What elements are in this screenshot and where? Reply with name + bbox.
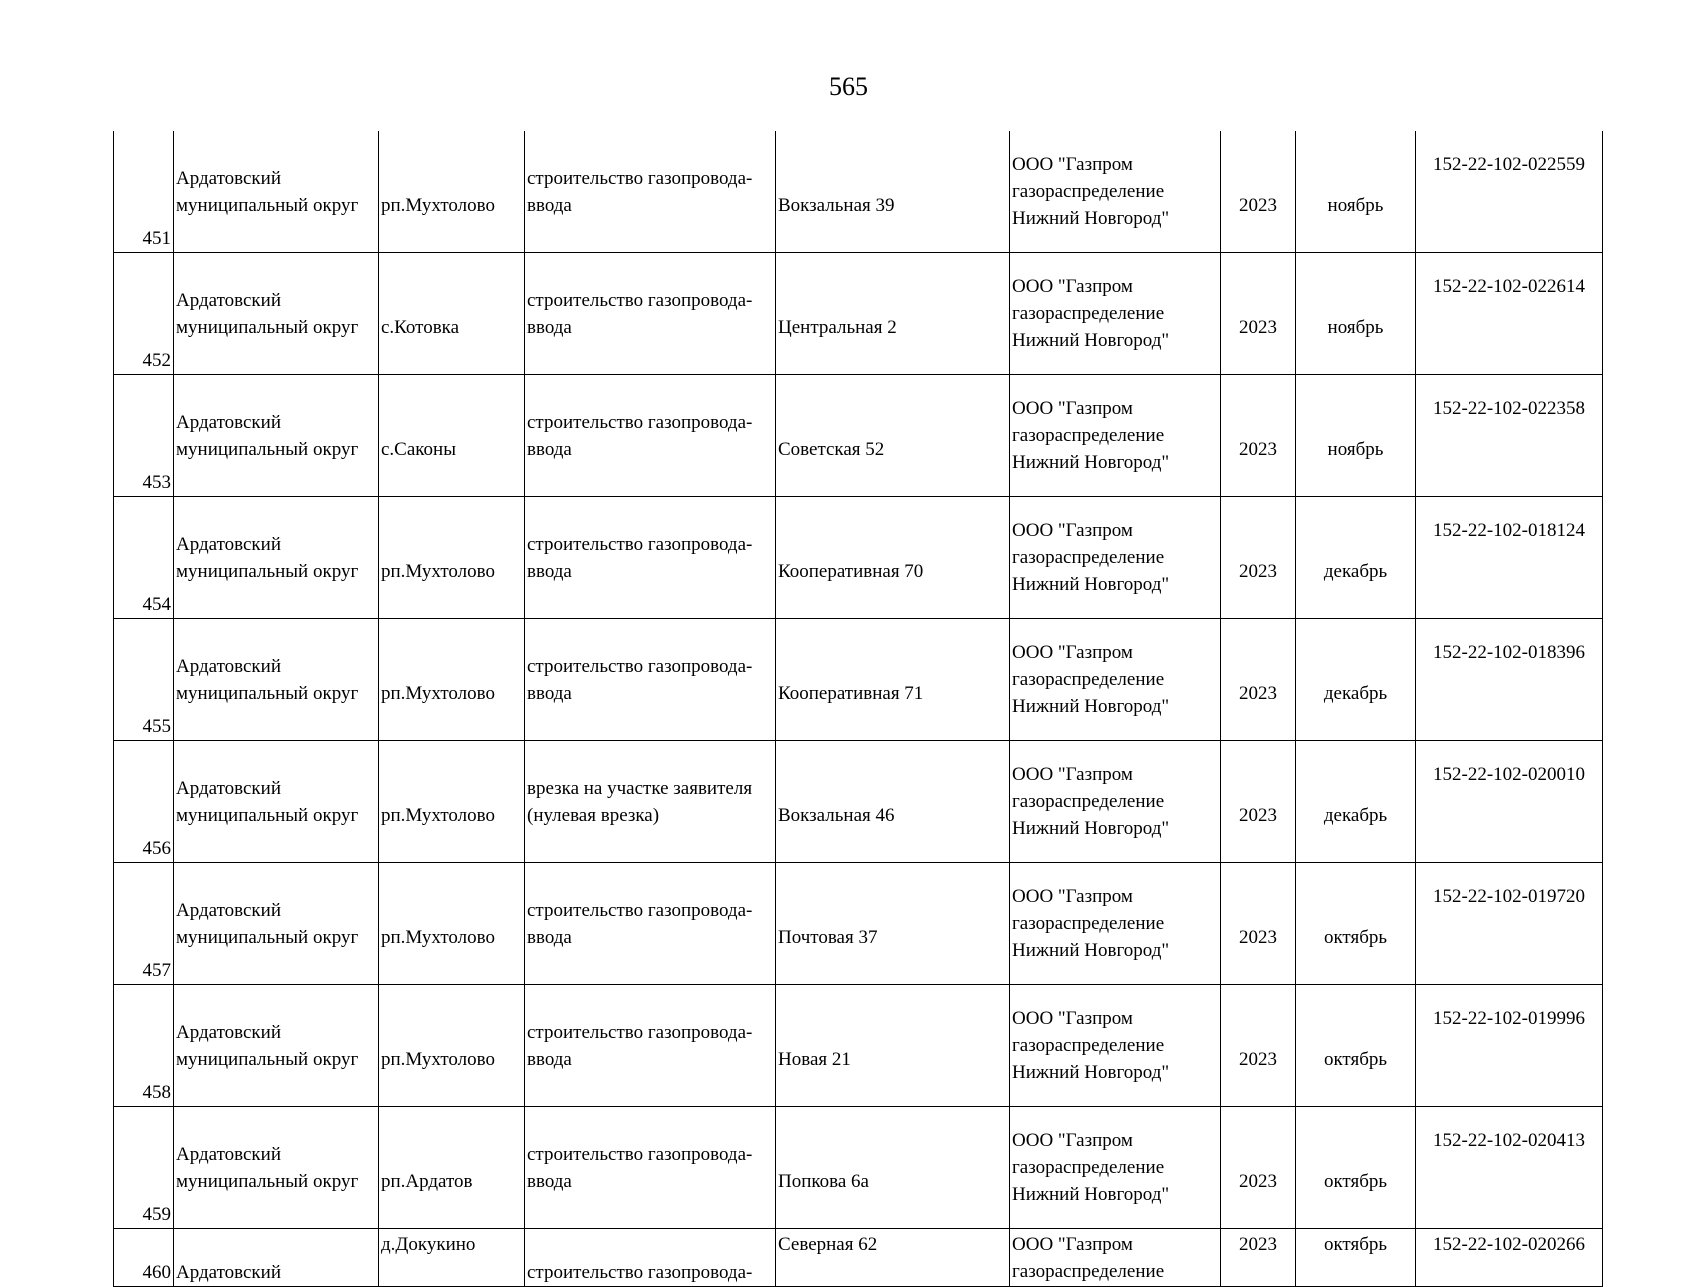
district-line: муниципальный округ	[176, 194, 359, 216]
organization-line: ООО "Газпром	[1012, 764, 1133, 785]
address-cell	[776, 497, 1010, 619]
table-row	[114, 863, 1603, 985]
month-cell	[1296, 985, 1416, 1107]
address-cell: Северная 62	[776, 1229, 1010, 1287]
table-row	[114, 375, 1603, 497]
month-text: ноябрь	[1327, 316, 1384, 338]
district-cell	[174, 863, 379, 985]
work-type-line: строительство газопровода-	[527, 655, 753, 677]
row-number: 460	[114, 1229, 174, 1287]
district-line: муниципальный округ	[176, 1048, 359, 1070]
month-text: октябрь	[1323, 1170, 1388, 1192]
work-type-cell	[525, 1107, 776, 1229]
month-text: декабрь	[1323, 682, 1388, 704]
district-line: муниципальный округ	[176, 926, 359, 948]
district-cell	[174, 253, 379, 375]
row-number: 455	[114, 619, 174, 741]
locality-text: рп.Мухтолово	[381, 194, 495, 216]
table-row	[114, 619, 1603, 741]
table-row	[114, 1107, 1603, 1229]
application-code-cell: 152-22-102-022358	[1416, 375, 1603, 497]
district-line: Ардатовский	[176, 289, 281, 311]
year-cell	[1221, 741, 1296, 863]
locality-cell	[379, 497, 525, 619]
year-cell	[1221, 1107, 1296, 1229]
organization-line: Нижний Новгород"	[1012, 1184, 1170, 1205]
year-text: 2023	[1239, 926, 1277, 948]
district-line: муниципальный округ	[176, 316, 359, 338]
district-cell	[174, 497, 379, 619]
table-row-partial	[114, 1229, 1603, 1287]
application-code-cell: 152-22-102-018124	[1416, 497, 1603, 619]
locality-cell	[379, 985, 525, 1107]
organization-line: Нижний Новгород"	[1012, 818, 1170, 839]
month-text: декабрь	[1323, 804, 1388, 826]
district-line: муниципальный округ	[176, 804, 359, 826]
locality-text: рп.Мухтолово	[381, 560, 495, 582]
address-text: Вокзальная 39	[778, 194, 895, 216]
organization-cell	[1010, 1229, 1221, 1287]
row-number: 451	[114, 131, 174, 253]
year-cell: 2023	[1221, 1229, 1296, 1287]
work-type-line: строительство газопровода-	[527, 533, 753, 555]
district-cell	[174, 619, 379, 741]
locality-text: рп.Ардатов	[381, 1170, 473, 1192]
year-text: 2023	[1239, 1048, 1277, 1070]
year-cell	[1221, 131, 1296, 253]
year-text: 2023	[1239, 438, 1277, 460]
month-cell	[1296, 375, 1416, 497]
page-number: 565	[829, 72, 868, 101]
address-text: Почтовая 37	[778, 926, 878, 948]
district-line: Ардатовский	[176, 1021, 281, 1043]
organization-line: газораспределение	[1012, 791, 1165, 812]
application-code-cell: 152-22-102-019996	[1416, 985, 1603, 1107]
locality-text: с.Саконы	[381, 438, 456, 460]
organization-line: ООО "Газпром	[1012, 642, 1133, 663]
organization-line: Нижний Новгород"	[1012, 1062, 1170, 1083]
district-line: Ардатовский	[176, 167, 281, 189]
district-line: Ардатовский	[176, 1143, 281, 1165]
year-cell	[1221, 375, 1296, 497]
work-type-cell	[525, 497, 776, 619]
month-cell	[1296, 619, 1416, 741]
organization-line: ООО "Газпром	[1012, 1130, 1133, 1151]
work-type-cell	[525, 741, 776, 863]
work-type-cell	[525, 619, 776, 741]
application-code-cell: 152-22-102-018396	[1416, 619, 1603, 741]
organization-line: Нижний Новгород"	[1012, 574, 1170, 595]
year-cell	[1221, 619, 1296, 741]
district-line: муниципальный округ	[176, 438, 359, 460]
work-type-line: строительство газопровода-	[527, 1143, 753, 1165]
work-type-cell	[525, 253, 776, 375]
year-text: 2023	[1239, 194, 1277, 216]
work-type-line: ввода	[527, 1170, 572, 1192]
organization-cell	[1010, 253, 1221, 375]
locality-cell	[379, 741, 525, 863]
work-type-cell	[525, 131, 776, 253]
month-text: октябрь	[1323, 1048, 1388, 1070]
address-cell	[776, 131, 1010, 253]
application-code-cell: 152-22-102-020266	[1416, 1229, 1603, 1287]
application-code-cell: 152-22-102-019720	[1416, 863, 1603, 985]
district-line: Ардатовский	[176, 899, 281, 921]
work-type-line: строительство газопровода-	[527, 899, 753, 921]
work-type-line: ввода	[527, 560, 572, 582]
organization-line: ООО "Газпром	[1012, 1008, 1133, 1029]
table-row	[114, 253, 1603, 375]
address-text: Попкова 6а	[778, 1170, 869, 1192]
district-line: муниципальный округ	[176, 1170, 359, 1192]
row-number: 453	[114, 375, 174, 497]
locality-text: с.Котовка	[381, 316, 460, 338]
month-cell	[1296, 497, 1416, 619]
organization-cell	[1010, 985, 1221, 1107]
address-cell	[776, 253, 1010, 375]
organization-line: Нижний Новгород"	[1012, 696, 1170, 717]
address-cell	[776, 375, 1010, 497]
organization-line: газораспределение	[1012, 669, 1165, 690]
locality-text: рп.Мухтолово	[381, 804, 495, 826]
organization-line: газораспределение	[1012, 303, 1165, 324]
address-cell	[776, 619, 1010, 741]
row-number: 459	[114, 1107, 174, 1229]
address-cell	[776, 985, 1010, 1107]
locality-cell: д.Докукино	[379, 1229, 525, 1287]
year-text: 2023	[1239, 1170, 1277, 1192]
organization-line: ООО "Газпром	[1012, 276, 1133, 297]
district-line: Ардатовский	[176, 533, 281, 555]
row-number: 456	[114, 741, 174, 863]
year-text: 2023	[1239, 560, 1277, 582]
organization-line: ООО "Газпром	[1012, 154, 1133, 175]
work-type-line: строительство газопровода-	[527, 1262, 753, 1283]
work-type-line: врезка на участке заявителя	[527, 777, 753, 799]
address-text: Кооперативная 70	[778, 560, 924, 582]
address-cell	[776, 1107, 1010, 1229]
application-code-cell: 152-22-102-022559	[1416, 131, 1603, 253]
month-cell	[1296, 741, 1416, 863]
organization-cell	[1010, 741, 1221, 863]
work-type-line: ввода	[527, 194, 572, 216]
organization-cell	[1010, 1107, 1221, 1229]
locality-cell	[379, 131, 525, 253]
district-line: муниципальный округ	[176, 682, 359, 704]
month-text: ноябрь	[1327, 194, 1384, 216]
year-text: 2023	[1239, 682, 1277, 704]
year-cell	[1221, 253, 1296, 375]
table-row	[114, 985, 1603, 1107]
district-cell	[174, 1229, 379, 1287]
district-line: Ардатовский	[176, 655, 281, 677]
application-code-cell: 152-22-102-020413	[1416, 1107, 1603, 1229]
work-type-line: строительство газопровода-	[527, 167, 753, 189]
organization-line: Нижний Новгород"	[1012, 208, 1170, 229]
organization-line: газораспределение	[1012, 913, 1165, 934]
district-line: Ардатовский	[176, 411, 281, 433]
work-type-cell	[525, 985, 776, 1107]
locality-text: рп.Мухтолово	[381, 682, 495, 704]
locality-cell	[379, 619, 525, 741]
month-text: декабрь	[1323, 560, 1388, 582]
year-cell	[1221, 497, 1296, 619]
work-type-line: строительство газопровода-	[527, 1021, 753, 1043]
work-type-line: ввода	[527, 438, 572, 460]
organization-line: ООО "Газпром	[1012, 520, 1133, 541]
organization-line: Нижний Новгород"	[1012, 940, 1170, 961]
organization-cell	[1010, 131, 1221, 253]
locality-cell	[379, 1107, 525, 1229]
district-cell	[174, 1107, 379, 1229]
work-type-line: (нулевая врезка)	[527, 804, 660, 826]
work-type-line: ввода	[527, 316, 572, 338]
organization-line: ООО "Газпром	[1012, 886, 1133, 907]
table-row	[114, 741, 1603, 863]
table-row	[114, 131, 1603, 253]
organization-line: Нижний Новгород"	[1012, 452, 1170, 473]
month-cell	[1296, 1107, 1416, 1229]
work-type-line: строительство газопровода-	[527, 289, 753, 311]
organization-line: газораспределение	[1012, 1261, 1165, 1282]
district-cell	[174, 131, 379, 253]
district-cell	[174, 741, 379, 863]
organization-cell	[1010, 375, 1221, 497]
row-number: 454	[114, 497, 174, 619]
year-cell	[1221, 863, 1296, 985]
organization-cell	[1010, 619, 1221, 741]
organization-line: ООО "Газпром	[1012, 1234, 1133, 1255]
locality-cell	[379, 253, 525, 375]
address-text: Центральная 2	[778, 316, 897, 338]
table-row	[114, 497, 1603, 619]
month-cell	[1296, 131, 1416, 253]
month-text: ноябрь	[1327, 438, 1384, 460]
district-line: муниципальный округ	[176, 560, 359, 582]
year-text: 2023	[1239, 804, 1277, 826]
organization-line: ООО "Газпром	[1012, 398, 1133, 419]
month-cell	[1296, 253, 1416, 375]
district-cell	[174, 985, 379, 1107]
year-text: 2023	[1239, 316, 1277, 338]
locality-text: рп.Мухтолово	[381, 1048, 495, 1070]
work-type-line: ввода	[527, 1048, 572, 1070]
address-text: Советская 52	[778, 438, 885, 460]
district-line: Ардатовский	[176, 777, 281, 799]
work-type-cell	[525, 375, 776, 497]
row-number: 457	[114, 863, 174, 985]
organization-line: газораспределение	[1012, 547, 1165, 568]
district-line: Ардатовский	[176, 1262, 281, 1283]
organization-line: газораспределение	[1012, 1157, 1165, 1178]
locality-cell	[379, 863, 525, 985]
organization-line: Нижний Новгород"	[1012, 330, 1170, 351]
application-code-cell: 152-22-102-020010	[1416, 741, 1603, 863]
organization-line: газораспределение	[1012, 1035, 1165, 1056]
year-cell	[1221, 985, 1296, 1107]
work-type-cell	[525, 1229, 776, 1287]
organization-line: газораспределение	[1012, 425, 1165, 446]
work-type-line: ввода	[527, 926, 572, 948]
gas-connection-table	[113, 131, 1603, 1287]
organization-cell	[1010, 863, 1221, 985]
locality-cell	[379, 375, 525, 497]
organization-cell	[1010, 497, 1221, 619]
address-text: Новая 21	[778, 1048, 851, 1070]
month-cell	[1296, 863, 1416, 985]
locality-text: рп.Мухтолово	[381, 926, 495, 948]
district-cell	[174, 375, 379, 497]
address-cell	[776, 741, 1010, 863]
month-text: октябрь	[1323, 926, 1388, 948]
application-code-cell: 152-22-102-022614	[1416, 253, 1603, 375]
address-cell	[776, 863, 1010, 985]
month-cell: октябрь	[1296, 1229, 1416, 1287]
work-type-line: строительство газопровода-	[527, 411, 753, 433]
address-text: Кооперативная 71	[778, 682, 924, 704]
organization-line: газораспределение	[1012, 181, 1165, 202]
work-type-cell	[525, 863, 776, 985]
row-number: 452	[114, 253, 174, 375]
row-number: 458	[114, 985, 174, 1107]
address-text: Вокзальная 46	[778, 804, 895, 826]
work-type-line: ввода	[527, 682, 572, 704]
